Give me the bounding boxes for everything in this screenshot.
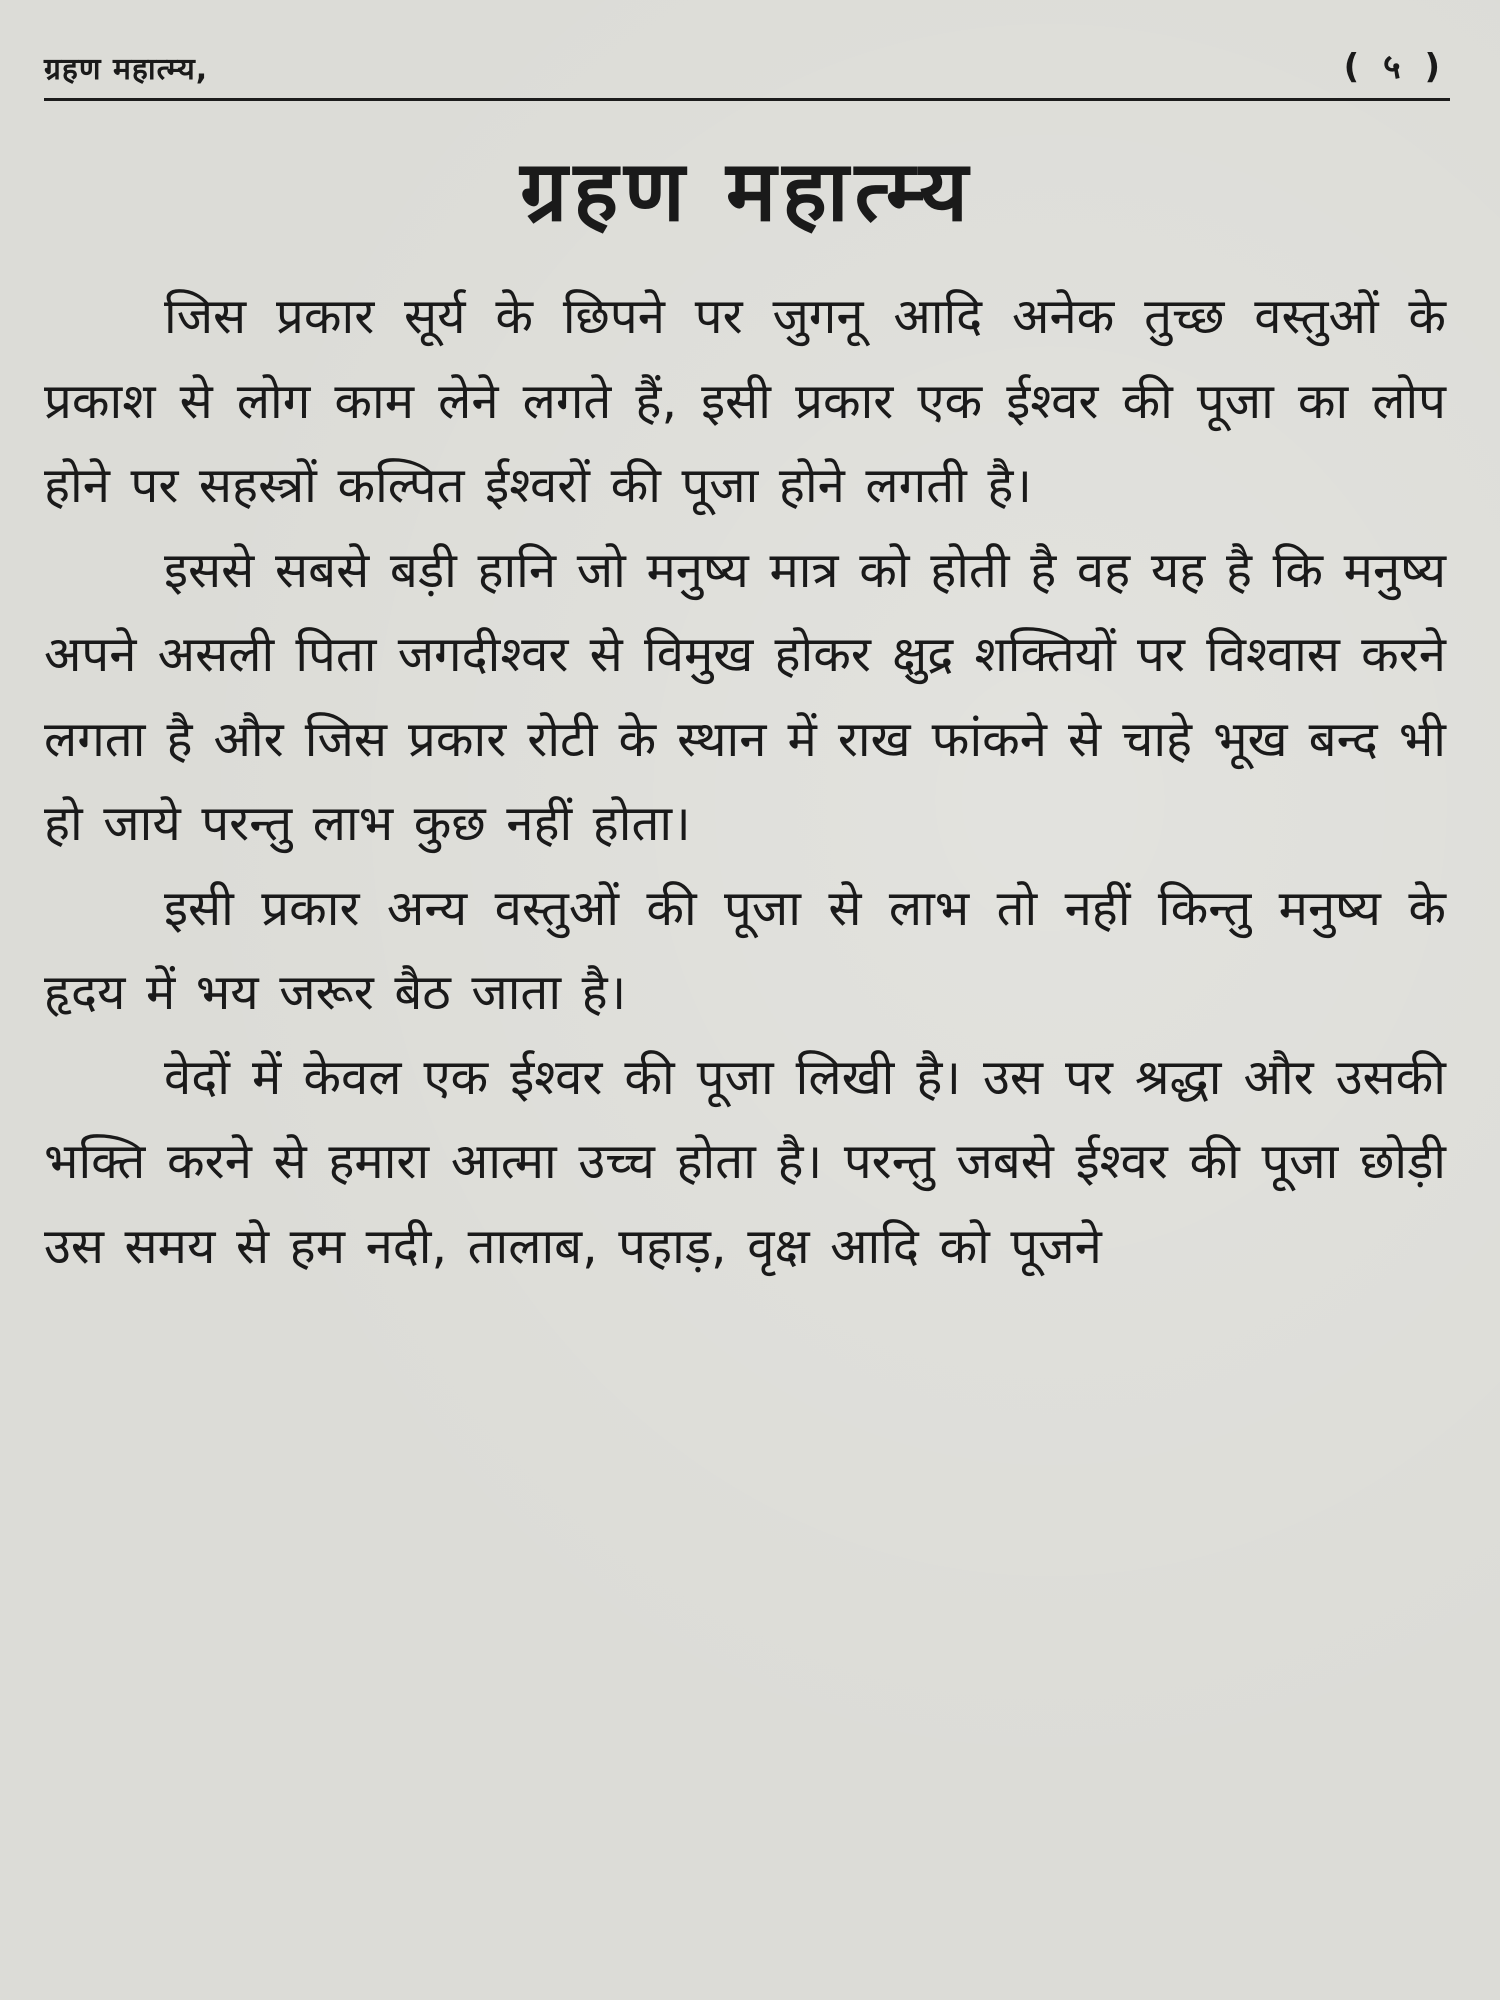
running-header — [44, 38, 1450, 101]
paragraph-2: इससे सबसे बड़ी हानि जो मनुष्य मात्र को होती है वह यह है कि मनुष्य अपने असली पिता जगदीश्वर से विमुख होकर क्षुद्र शक्तियों पर विश्वास करने लगता है और जिस प्रकार रोटी के स्थान में राख फांकने से चाहे भूख बन्द भी हो जाये परन्तु लाभ कुछ नहीं होता। — [44, 541, 1446, 853]
paragraph-3: इसी प्रकार अन्य वस्तुओं की पूजा से लाभ तो नहीं किन्तु मनुष्य के हृदय में भय जरूर बैठ जाता है। — [44, 879, 1446, 1022]
running-title: ग्रहण महात्म्य, — [44, 52, 209, 87]
paragraph-4: वेदों में केवल एक ईश्वर की पूजा लिखी है। उस पर श्रद्धा और उसकी भक्ति करने से हमारा आत्मा उच्च होता है। परन्तु जबसे ईश्वर की पूजा छोड़ी उस समय से हम नदी, तालाब, पहाड़, वृक्ष आदि को पूजने — [44, 1048, 1446, 1275]
chapter-title: ग्रहण महात्म्य — [520, 142, 974, 240]
paragraph-1: जिस प्रकार सूर्य के छिपने पर जुगनू आदि अनेक तुच्छ वस्तुओं के प्रकाश से लोग काम लेने लगते हैं, इसी प्रकार एक ईश्वर की पूजा का लोप होने पर सहस्त्रों कल्पित ईश्वरों की पूजा होने लगती है। — [44, 288, 1446, 515]
page-number: ( ५ ) — [1343, 47, 1446, 87]
body-text — [44, 275, 1450, 1289]
